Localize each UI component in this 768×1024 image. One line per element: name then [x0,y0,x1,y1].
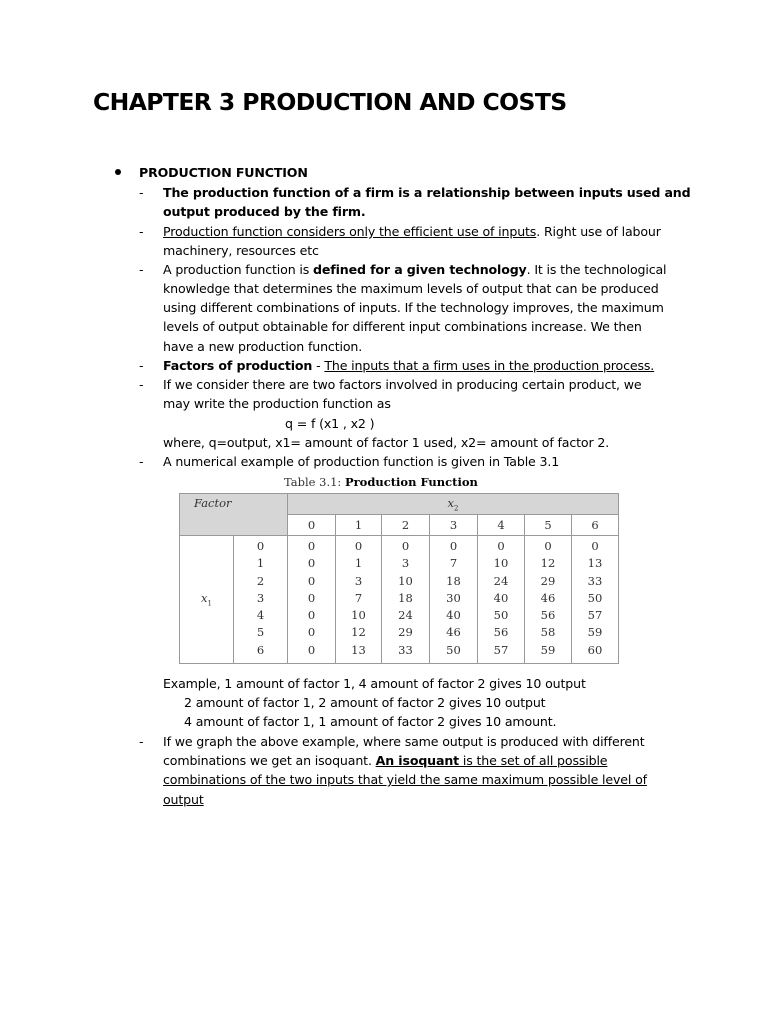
output-column [336,536,382,664]
x1-subscript: 1 [207,599,212,608]
output-cell: 7 [354,590,363,605]
p1-line1: The production function of a firm is a relationship between inputs used and [163,185,691,200]
p7-line1: If we graph the above example, where same output is produced with different [163,734,645,749]
output-cell: 0 [307,642,316,657]
p5-line2: may write the production function as [163,396,391,411]
output-cell: 46 [540,590,556,605]
output-cell: 59 [587,625,603,640]
output-cell: 10 [493,556,509,571]
output-cell: 13 [351,642,366,657]
p7-line2 [163,751,607,770]
output-cell: 1 [354,556,363,571]
output-cell: 50 [587,590,603,605]
production-function-table [179,493,619,664]
p3-line2: knowledge that determines the maximum levels of output that can be produced [163,281,659,296]
output-cell: 18 [398,590,413,605]
table-body-row [180,536,619,664]
section-heading: PRODUCTION FUNCTION [139,165,308,180]
output-cell: 57 [587,608,603,623]
isoquant-term: An isoquant [375,753,460,768]
x1-value-cell: 4 [256,608,265,623]
x1-value-cell: 5 [256,625,265,640]
output-cell: 10 [351,608,366,623]
dash-marker: - [139,262,144,277]
p2-line1 [163,222,661,241]
x2-value-cell: 4 [478,515,525,536]
output-cell: 0 [307,625,316,640]
output-cell: 0 [401,539,410,553]
dash-marker: - [139,185,144,200]
dash-marker: - [139,224,144,239]
output-cell: 57 [493,642,509,657]
output-cell: 50 [493,608,509,623]
output-cell: 24 [493,573,509,588]
output-cell: 3 [354,573,363,588]
dash-marker: - [139,734,144,749]
output-cell: 40 [446,608,461,623]
p4-sep: - [312,358,325,373]
p5-line1: If we consider there are two factors involved in producing certain product, we [163,377,642,392]
p3-bold: defined for a given technology [313,262,527,277]
p2-line2: machinery, resources etc [163,243,319,258]
output-cell: 0 [449,539,458,553]
output-cell: 29 [398,625,413,640]
output-column [430,536,478,664]
output-cell: 18 [446,573,461,588]
output-cell: 33 [587,573,603,588]
output-cell: 46 [446,625,461,640]
output-cell: 0 [591,539,599,553]
dash-marker: - [139,454,144,469]
table-caption-label: Table 3.1: [284,475,342,489]
p3-lead: A production function is [163,262,314,277]
output-cell: 24 [398,608,413,623]
x2-value-cell: 2 [382,515,430,536]
output-cell: 0 [497,539,505,553]
output-cell: 33 [398,642,413,657]
x2-value-cell: 0 [288,515,336,536]
x2-value-cell: 3 [430,515,478,536]
output-cell: 7 [449,556,458,571]
p3-line4: levels of output obtainable for different input combinations increase. We then [163,319,642,334]
output-cell: 0 [307,556,316,571]
production-formula: q = f (x1 , x2 ) [285,416,375,431]
p7-line3: combinations of the two inputs that yield the same maximum possible level of [163,772,647,787]
p2-underlined: Production function considers only the efficient use of inputs [163,224,537,239]
output-cell: 12 [351,625,366,640]
output-column [572,536,619,664]
output-column [478,536,525,664]
chapter-title: CHAPTER 3 PRODUCTION AND COSTS [93,88,567,116]
example-line1: Example, 1 amount of factor 1, 4 amount of factor 2 gives 10 output [163,676,586,691]
output-cell: 0 [307,573,316,588]
output-cell: 59 [540,642,556,657]
output-cell: 58 [540,625,556,640]
x2-value-cell: 6 [572,515,619,536]
x1-values-column [234,536,288,664]
output-cell: 56 [540,608,556,623]
example-line2: 2 amount of factor 1, 2 amount of factor 2 gives 10 output [184,695,546,710]
x1-header [180,536,234,664]
x1-value-cell: 1 [256,556,265,571]
output-cell: 50 [446,642,461,657]
x1-value-cell: 0 [256,539,265,553]
output-cell: 30 [446,590,461,605]
output-cell: 3 [401,556,410,571]
p7-lead: combinations we get an isoquant. [163,753,376,768]
factor-header: Factor [180,494,288,536]
p5-where: where, q=output, x1= amount of factor 1 used, x2= amount of factor 2. [163,435,610,450]
p7-line4: output [163,792,204,807]
x2-value-cell: 5 [525,515,572,536]
output-cell: 0 [354,539,363,553]
x1-value-cell: 2 [256,573,265,588]
p3-line1 [163,260,666,279]
p3-rest: . It is the technological [526,262,667,277]
output-cell: 40 [493,590,509,605]
output-cell: 0 [307,608,316,623]
output-cell: 12 [540,556,556,571]
table-caption [284,474,478,490]
dash-marker: - [139,358,144,373]
x1-label: x [201,591,208,606]
p2-rest: . Right use of labour [536,224,661,239]
output-cell: 56 [493,625,509,640]
p4-line [163,356,654,375]
x1-value-cell: 3 [256,590,265,605]
x2-label: x [447,495,455,510]
x2-subscript: 2 [454,504,459,513]
output-cell: 10 [398,573,413,588]
p3-line5: have a new production function. [163,339,363,354]
dash-marker: - [139,377,144,392]
p1-line2: output produced by the firm. [163,204,366,219]
output-column [382,536,430,664]
p6-line: A numerical example of production function is given in Table 3.1 [163,454,560,469]
example-line3: 4 amount of factor 1, 1 amount of factor 2 gives 10 amount. [184,714,557,729]
output-cell: 0 [307,590,316,605]
table-caption-title: Production Function [344,475,478,489]
output-column [288,536,336,664]
bullet-icon [115,169,121,175]
output-cell: 60 [587,642,603,657]
p4-bold: Factors of production [163,358,313,373]
x2-value-cell: 1 [336,515,382,536]
p3-line3: using different combinations of inputs. If the technology improves, the maximum [163,300,664,315]
output-cell: 13 [587,556,603,571]
output-column [525,536,572,664]
output-cell: 0 [544,539,552,553]
x1-value-cell: 6 [256,642,265,657]
output-cell: 29 [540,573,556,588]
p4-underlined: The inputs that a firm uses in the production process. [324,358,655,373]
x2-header [288,494,619,515]
output-cell: 0 [307,539,316,553]
p7-rest: is the set of all possible [459,753,608,768]
